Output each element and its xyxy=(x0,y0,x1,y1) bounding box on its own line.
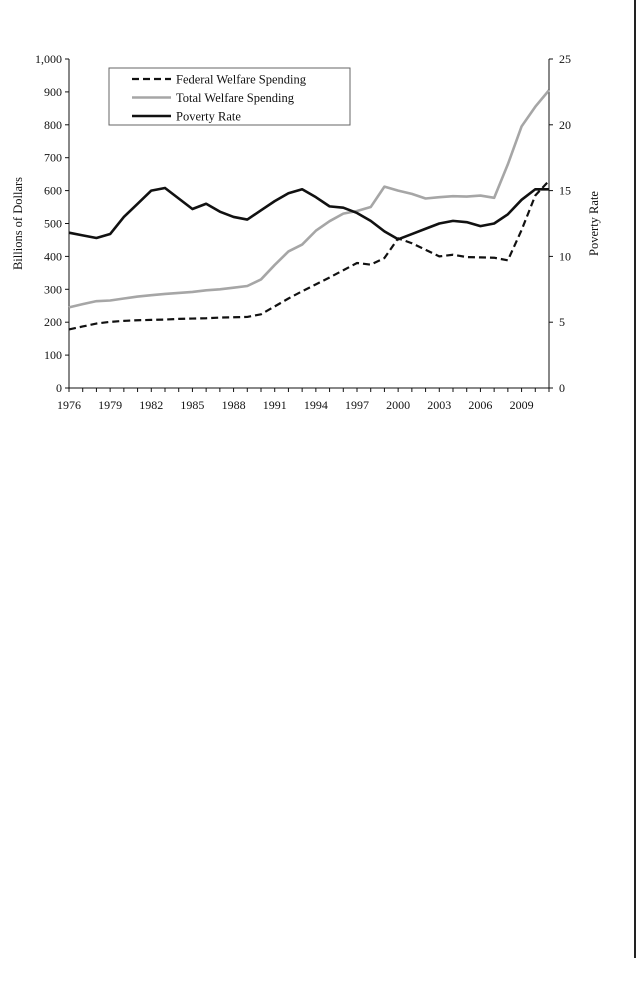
y-tick-label: 200 xyxy=(44,315,62,330)
y-tick-label: 500 xyxy=(44,216,62,231)
y-tick-label: 1,000 xyxy=(35,52,62,66)
x-tick-label: 1979 xyxy=(98,398,123,412)
legend xyxy=(109,68,350,125)
x-tick-label: 2000 xyxy=(386,398,411,412)
x-tick-label: 1976 xyxy=(57,398,81,412)
legend-entry: Poverty Rate xyxy=(176,109,241,124)
x-tick-label: 1994 xyxy=(303,398,328,412)
y-axis-label: Billions of Dollars xyxy=(11,176,25,271)
y-tick-label: 700 xyxy=(44,150,62,165)
x-tick-label: 1997 xyxy=(345,398,369,412)
x-tick-label: 2003 xyxy=(427,398,452,412)
y-tick-label: 600 xyxy=(44,183,62,198)
legend-entry: Total Welfare Spending xyxy=(176,91,294,105)
series-group xyxy=(69,90,549,329)
y2-tick-label: 15 xyxy=(559,183,571,198)
y2-tick-label: 20 xyxy=(559,117,571,132)
x-tick-label: 2006 xyxy=(468,398,493,412)
y-tick-label: 400 xyxy=(44,249,62,264)
y2-tick-label: 25 xyxy=(559,52,571,66)
y2-tick-label: 5 xyxy=(559,315,565,330)
x-tick-label: 1988 xyxy=(221,398,246,412)
y2-axis-label: Poverty Rate xyxy=(587,191,601,256)
y2-tick-label: 10 xyxy=(559,249,571,264)
y-tick-label: 800 xyxy=(44,117,62,132)
y-tick-label: 0 xyxy=(56,381,62,395)
page-divider-line xyxy=(634,0,636,958)
x-tick-label: 1982 xyxy=(139,398,164,412)
series-line-federal-welfare-spending xyxy=(69,181,549,330)
y2-tick-label: 0 xyxy=(559,381,565,395)
y-tick-label: 100 xyxy=(44,348,62,363)
y-tick-label: 900 xyxy=(44,84,62,99)
x-tick-label: 1985 xyxy=(180,398,205,412)
y-tick-label: 300 xyxy=(44,282,62,297)
legend-entry: Federal Welfare Spending xyxy=(176,72,306,87)
x-tick-label: 1991 xyxy=(262,398,287,412)
x-tick-label: 2009 xyxy=(509,398,534,412)
